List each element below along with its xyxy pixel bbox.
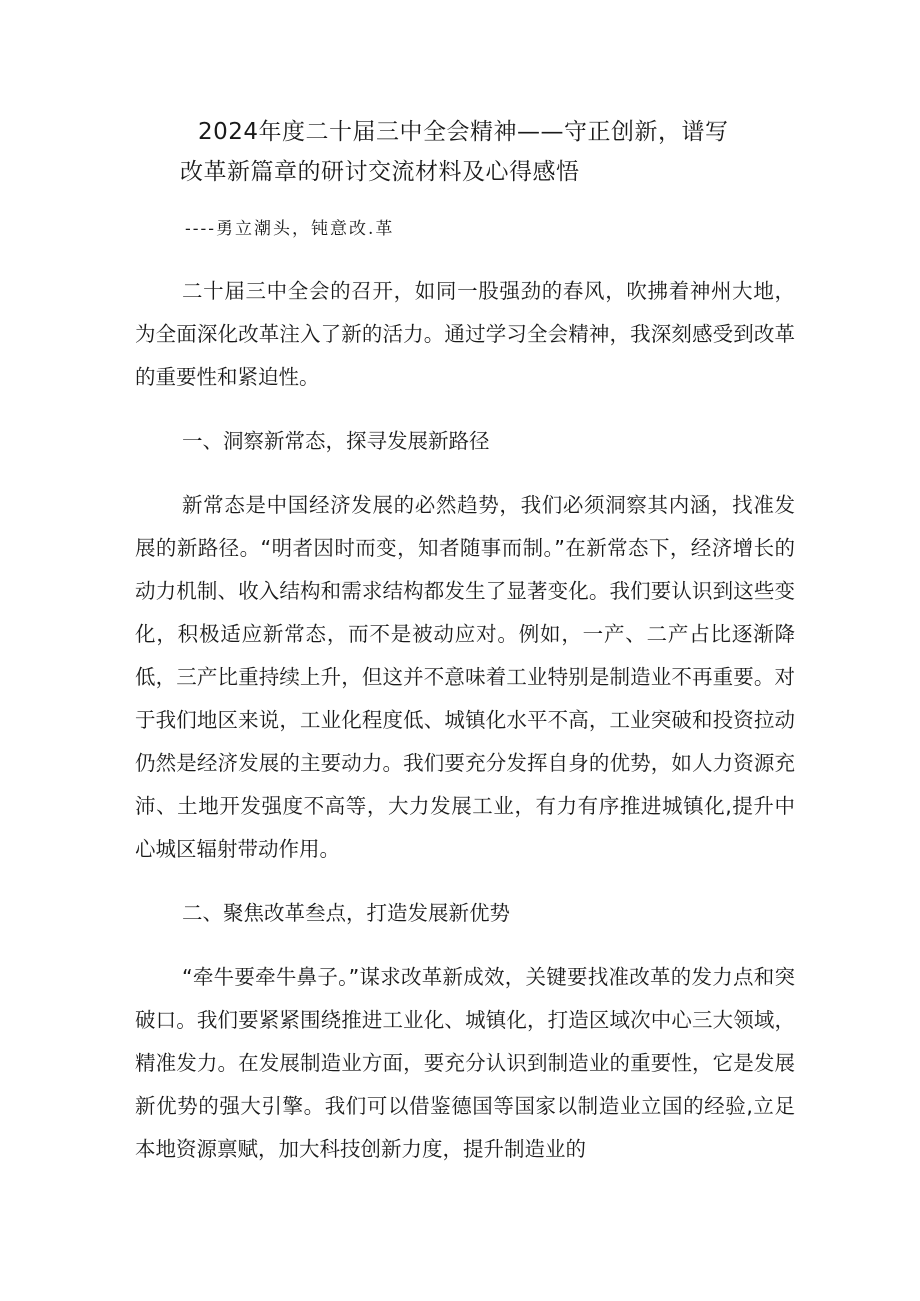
section-heading-2: 二、聚焦改革叁点，打造发展新优势 (182, 901, 510, 925)
section-paragraph-1: 新常态是中国经济发展的必然趋势，我们必须洞察其内涵，找准发展的新路径。“明者因时而变，知者随事而制。”在新常态下，经济增长的动力机制、收入结构和需求结构都发生了显著变化。我们要认识到这些变化，积极适应新常态，而不是被动应对。例如，一产、二产占比逐渐降低，三产比重持续上升，但这并不意味着工业特别是制造业不再重要。对于我们地区来说，工业化程度低、城镇化水平不高，工业突破和投资拉动仍然是经济发展的主要动力。我们要充分发挥自身的优势，如人力资源充沛、土地开发强度不高等，大力发展工业，有力有序推进城镇化,提升中心城区辐射带动作用。 (135, 493, 795, 861)
section-paragraph-2: “牵牛要牵牛鼻子。”谋求改革新成效，关键要找准改革的发力点和突破口。我们要紧紧围绕推进工业化、城镇化，打造区域次中心三大领域，精准发力。在发展制造业方面，要充分认识到制造业的重要性，它是发展新优势的强大引擎。我们可以借鉴德国等国家以制造业立国的经验,立足本地资源禀赋，加大科技创新力度，提升制造业的 (135, 965, 795, 1161)
document-body (135, 270, 795, 1192)
document-title-line-2: 改革新篇章的研讨交流材料及心得感悟 (180, 159, 580, 185)
section-heading-1: 一、洞察新常态，探寻发展新路径 (182, 429, 490, 453)
document-title-line-1: 2024年度二十届三中全会精神——守正创新，谱写 (198, 119, 729, 145)
intro-paragraph: 二十届三中全会的召开，如同一股强劲的春风，吹拂着神州大地，为全面深化改革注入了新的活力。通过学习全会精神，我深刻感受到改革的重要性和紧迫性。 (135, 279, 795, 389)
document-subtitle: ----勇立潮头，钝意改.革 (185, 219, 395, 239)
document-title (180, 112, 800, 192)
